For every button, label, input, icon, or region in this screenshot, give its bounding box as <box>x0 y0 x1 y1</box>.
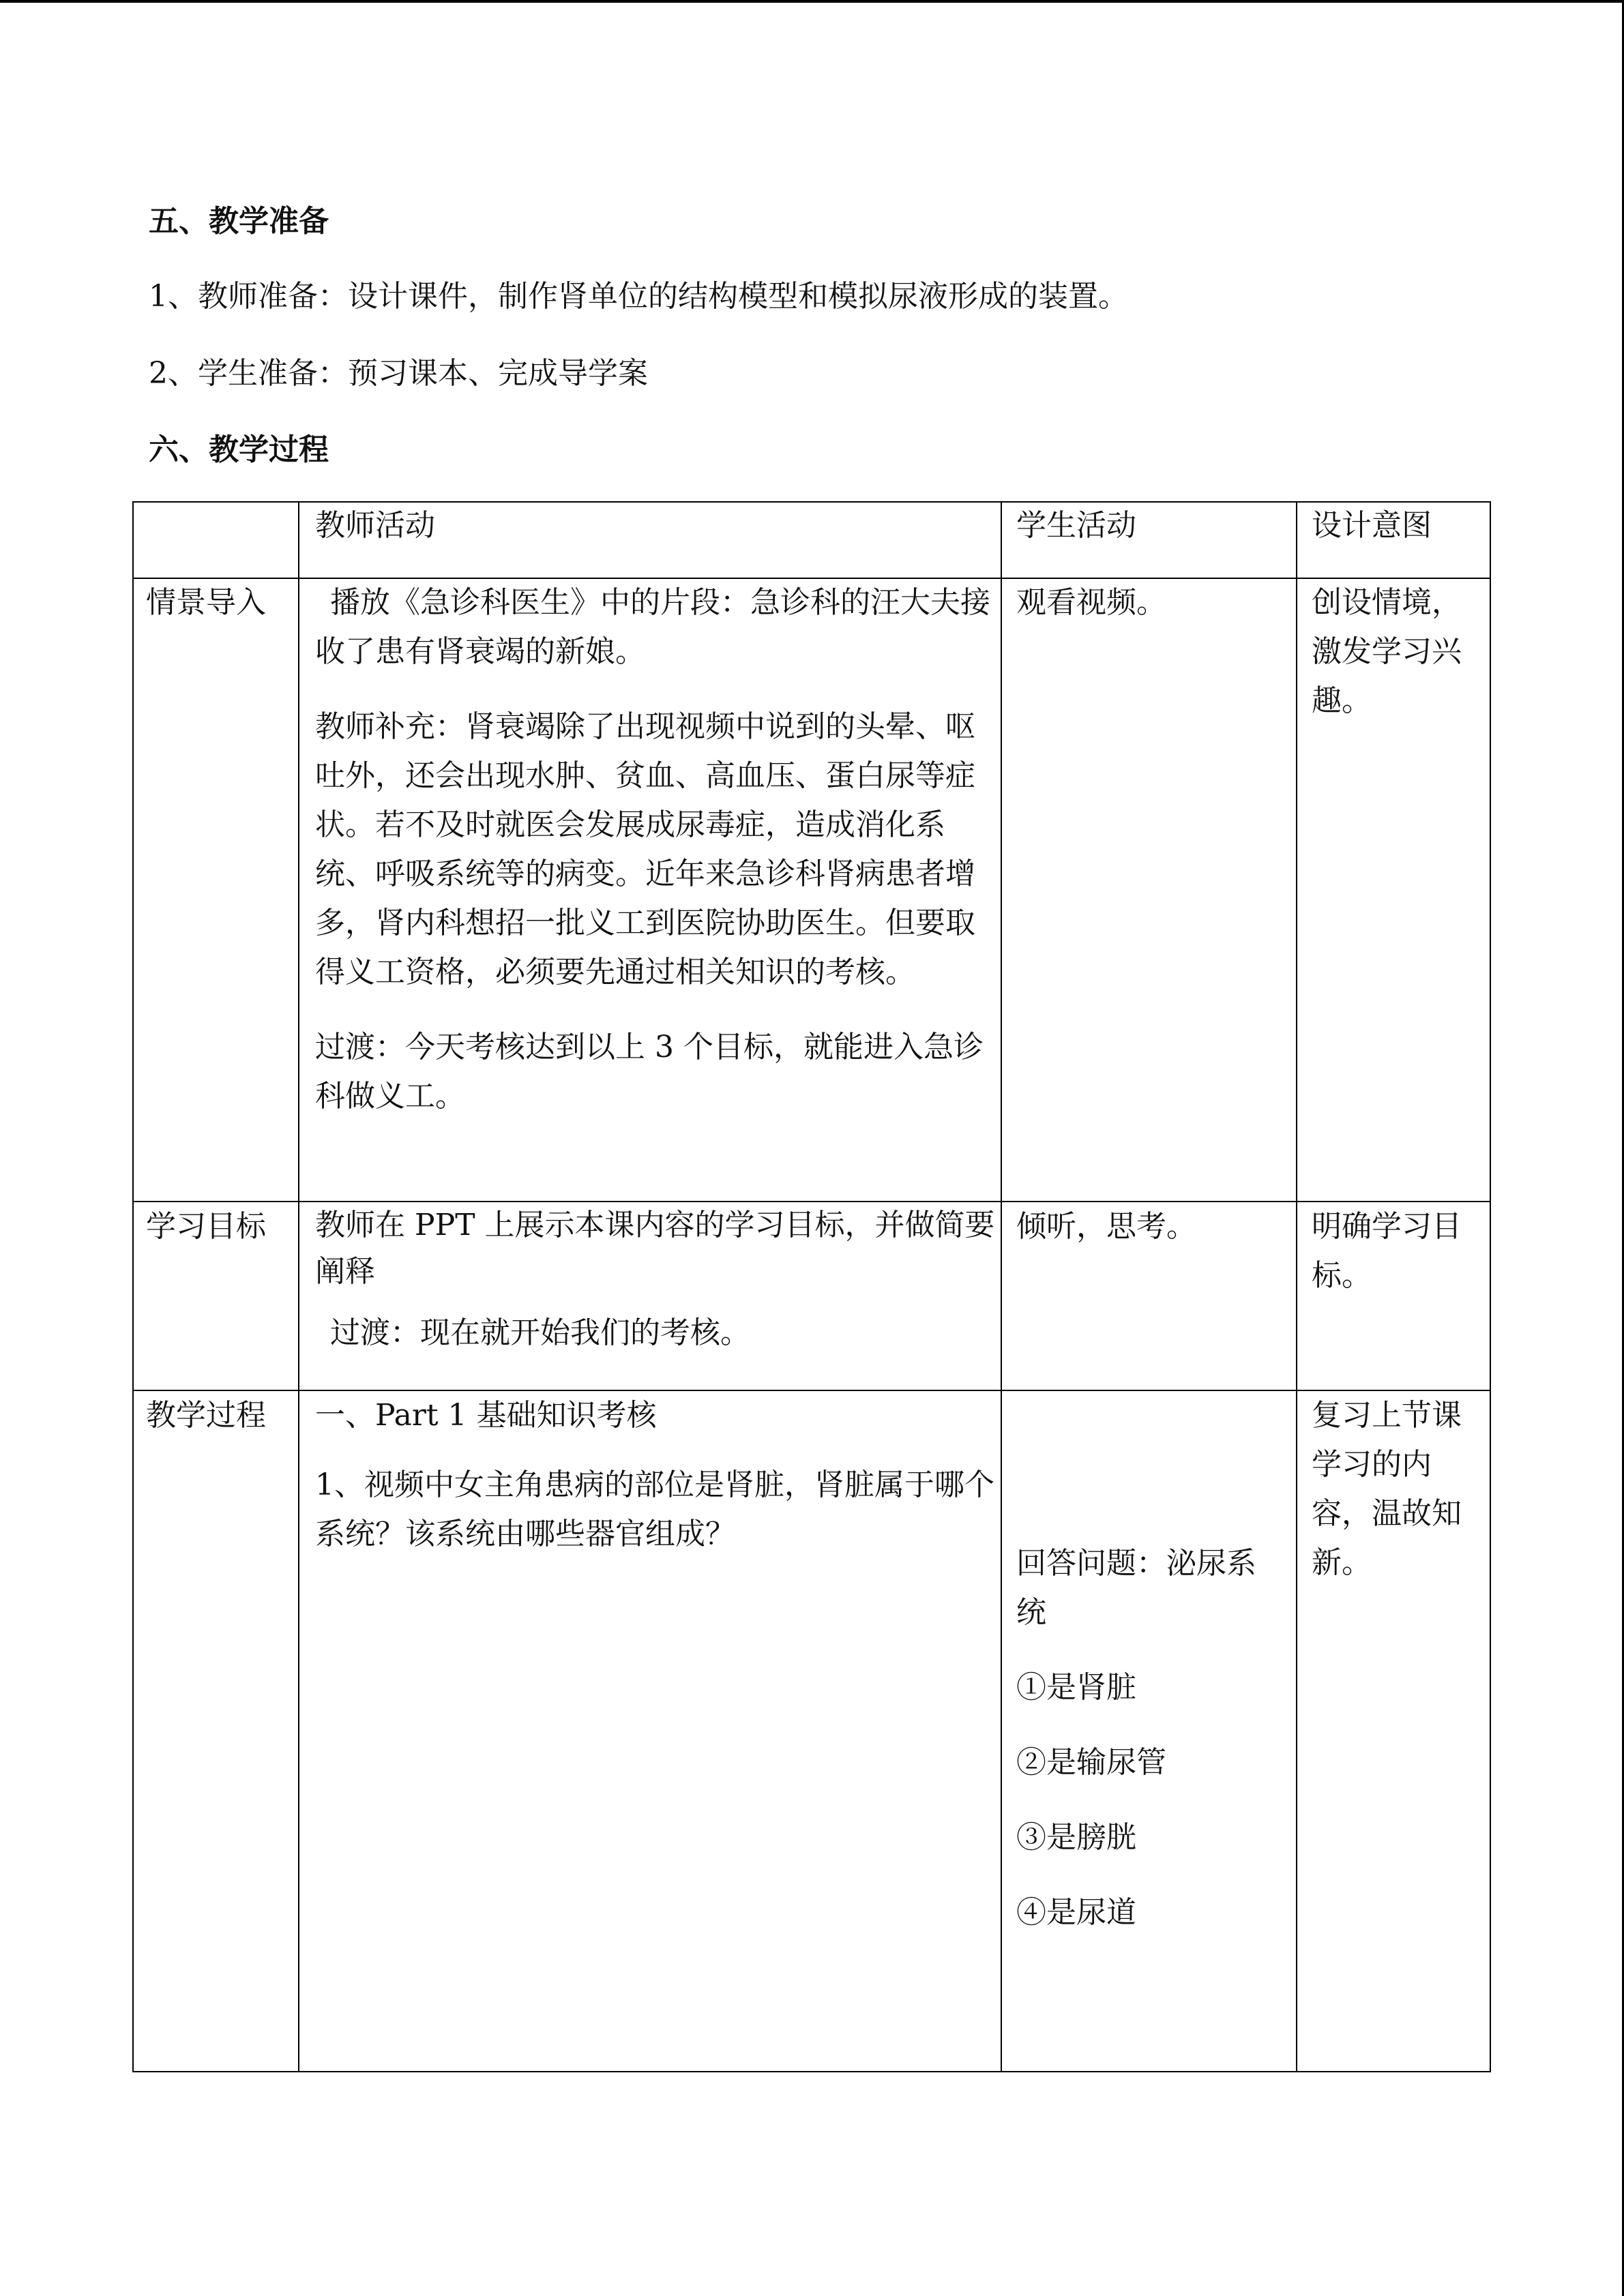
table-cell-teacher-activity <box>315 1202 997 1358</box>
teacher-activity-paragraph: 过渡：现在就开始我们的考核。 <box>330 1315 750 1350</box>
student-activity-line: ④是尿道 <box>1016 1895 1136 1930</box>
table-cell-student-activity <box>1016 1202 1286 1251</box>
teacher-activity-paragraph: 教师在 PPT 上展示本课内容的学习目标，并做简要阐释 <box>315 1208 995 1289</box>
page-top-border <box>0 0 1624 3</box>
section-heading-teaching-process: 六、教学过程 <box>149 432 329 467</box>
teacher-activity-paragraph: 一、Part 1 基础知识考核 <box>315 1398 657 1433</box>
table-border-right <box>1490 501 1491 2072</box>
table-divider-col3 <box>1296 501 1297 2072</box>
table-cell-design-intent: 复习上节课学习的内容，温故知新。 <box>1312 1398 1462 1580</box>
prep-item-student: 2、学生准备：预习课本、完成导学案 <box>149 356 648 391</box>
table-row-stage-label: 情景导入 <box>146 585 266 620</box>
table-cell-student-activity <box>1016 1539 1286 1937</box>
table-border-left <box>132 501 134 2072</box>
table-cell-design-intent: 创设情境，激发学习兴趣。 <box>1312 585 1462 718</box>
teaching-process-table <box>132 501 1491 2072</box>
teacher-activity-paragraph: 1、视频中女主角患病的部位是肾脏，肾脏属于哪个系统？该系统由哪些器官组成？ <box>315 1467 994 1551</box>
student-activity-line: 倾听，思考。 <box>1016 1209 1196 1244</box>
prep-item-teacher: 1、教师准备：设计课件，制作肾单位的结构模型和模拟尿液形成的装置。 <box>149 279 1128 314</box>
teacher-activity-paragraph: 教师补充：肾衰竭除了出现视频中说到的头晕、呕吐外，还会出现水肿、贫血、高血压、蛋白尿等症状。若不及时就医会发展成尿毒症，造成消化系统、呼吸系统等的病变。近年来急诊科肾病患者增多，肾内科想招一批义工到医院协助医生。但要取得义工资格，必须要先通过相关知识的考核。 <box>315 709 975 989</box>
table-cell-student-activity <box>1016 578 1286 627</box>
table-divider-col1 <box>298 501 299 2072</box>
student-activity-line: ②是输尿管 <box>1016 1745 1166 1780</box>
table-row-stage-label: 教学过程 <box>146 1398 266 1433</box>
table-cell-teacher-activity <box>315 578 997 1121</box>
student-activity-line: 观看视频。 <box>1016 585 1166 620</box>
table-divider-col2 <box>1001 501 1002 2072</box>
table-cell-teacher-activity <box>315 1391 997 1559</box>
table-cell-design-intent: 明确学习目标。 <box>1312 1209 1462 1293</box>
student-activity-line: ①是肾脏 <box>1016 1670 1136 1705</box>
table-row-stage-label: 学习目标 <box>146 1209 266 1244</box>
student-activity-line: 回答问题：泌尿系统 <box>1016 1546 1256 1630</box>
table-border-bottom <box>132 2071 1491 2072</box>
table-header-design-intent: 设计意图 <box>1312 508 1432 543</box>
table-header-student-activity: 学生活动 <box>1016 508 1136 543</box>
teacher-activity-paragraph: 播放《急诊科医生》中的片段：急诊科的汪大夫接收了患有肾衰竭的新娘。 <box>315 585 990 669</box>
student-activity-line: ③是膀胱 <box>1016 1820 1136 1855</box>
table-header-teacher-activity: 教师活动 <box>315 508 435 543</box>
teacher-activity-paragraph: 过渡：今天考核达到以上 3 个目标，就能进入急诊科做义工。 <box>315 1030 984 1114</box>
section-heading-teaching-prep: 五、教学准备 <box>149 204 329 239</box>
